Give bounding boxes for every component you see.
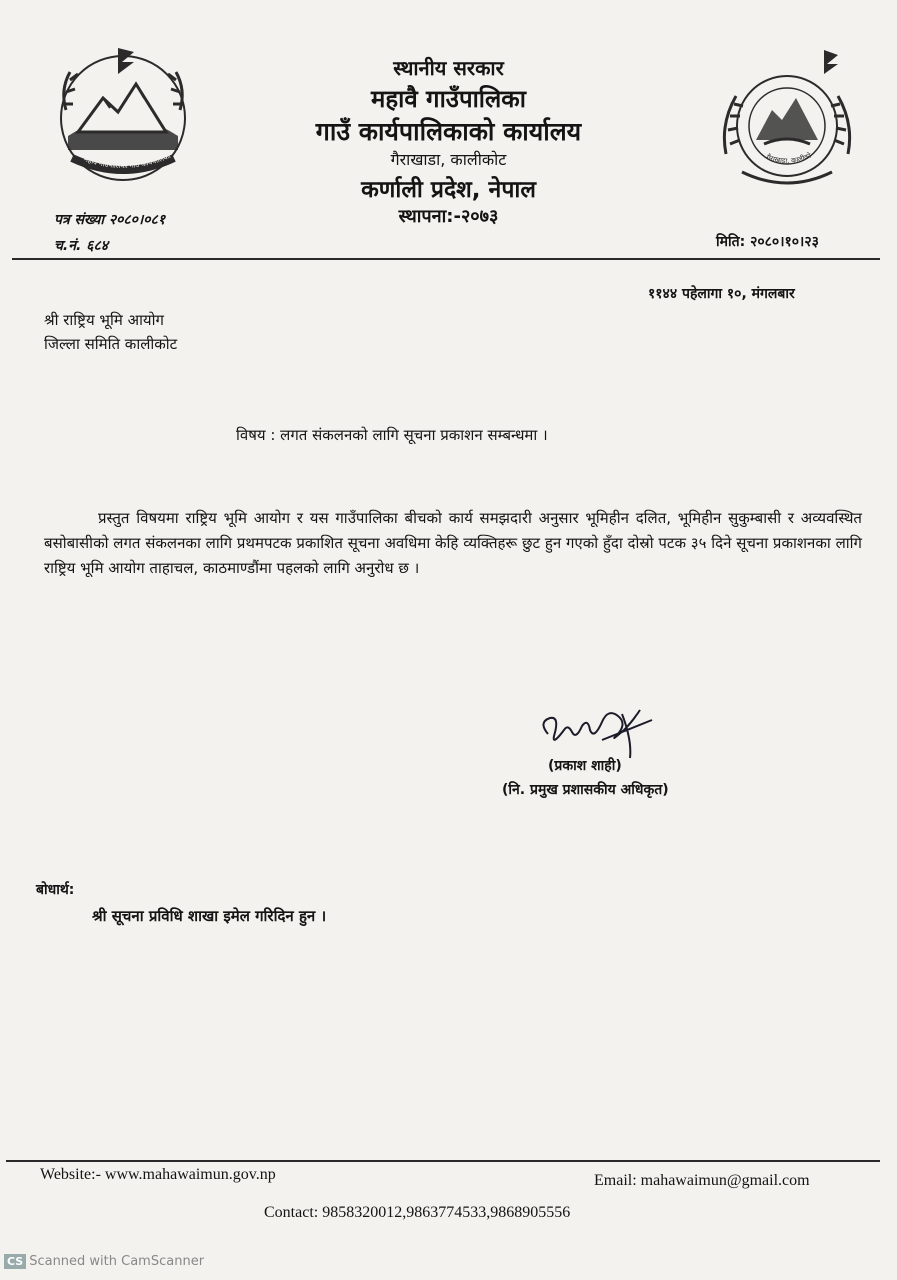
camscanner-logo-icon: CS <box>4 1254 26 1269</box>
alternate-date: ११४४ पहेलागा १०, मंगलबार <box>648 286 795 302</box>
footer-website: Website:- www.mahawaimun.gov.np <box>40 1166 276 1183</box>
watermark-text: Scanned with CamScanner <box>29 1254 205 1269</box>
signatory-name: (प्रकाश शाही) <box>548 758 622 774</box>
signature-icon <box>532 700 672 762</box>
header-line-1: स्थानीय सरकार <box>393 56 504 80</box>
signatory-title: (नि. प्रमुख प्रशासकीय अधिकृत) <box>502 782 669 798</box>
cc-label: बोधार्थ: <box>36 882 75 898</box>
header-office-name: गाउँ कार्यपालिकाको कार्यालय <box>315 117 582 146</box>
letter-subject: विषय : लगत संकलनको लागि सूचना प्रकाशन सम्बन्धमा । <box>236 426 548 444</box>
letter-body: प्रस्तुत विषयमा राष्ट्रिय भूमि आयोग र यस गाउँपालिका बीचको कार्य समझदारी अनुसार भूमिहीन दलित, भूमिहीन सुकुम्बासी र अव्यवस्थित बसोबासीको लगत संकलनका लागि प्रथमपटक प्रकाशित सूचना अवधिमा केहि व्यक्तिहरू छुट हुन गएको हुँदा दोस्रो पटक ३५ दिने सूचना प्रकाशनका लागि राष्ट्रिय भूमि आयोग ताहाचल, काठमाण्डौंमा पहलको लागि अनुरोध छ । <box>44 509 862 577</box>
svg-text:गैराखाडा, कालीकोट: गैराखाडा, कालीको <box>765 151 813 166</box>
letter-number: पत्र संख्या २०८०।०८१ <box>54 212 166 228</box>
header-address: गैराखाडा, कालीकोट <box>390 150 507 169</box>
cc-item: श्री सूचना प्रविधि शाखा इमेल गरिदिन हुन । <box>92 907 327 925</box>
footer-divider <box>6 1160 880 1162</box>
letter-date: मिति: २०८०।१०।२३ <box>716 234 819 250</box>
header-divider <box>12 258 880 260</box>
scanner-watermark <box>4 1254 204 1269</box>
header-municipality-name: महावै गाउँपालिका <box>371 85 526 113</box>
footer-email: Email: mahawaimun@gmail.com <box>594 1172 810 1189</box>
footer-contact: Contact: 9858320012,9863774533,9868905556 <box>264 1204 571 1221</box>
header-province: कर्णाली प्रदेश, नेपाल <box>361 177 536 203</box>
recipient-line-2: जिल्ला समिति कालीकोट <box>44 335 178 353</box>
svg-text:महावै गाउँपालिका गाउँ कार्यपाल: महावै गाउँपालिका गाउँ कार्यपालिका <box>82 152 172 171</box>
recipient-line-1: श्री राष्ट्रिय भूमि आयोग <box>44 311 164 329</box>
dispatch-number: च.नं. ६८४ <box>54 238 109 254</box>
header-established: स्थापना:-२०७३ <box>398 206 499 227</box>
